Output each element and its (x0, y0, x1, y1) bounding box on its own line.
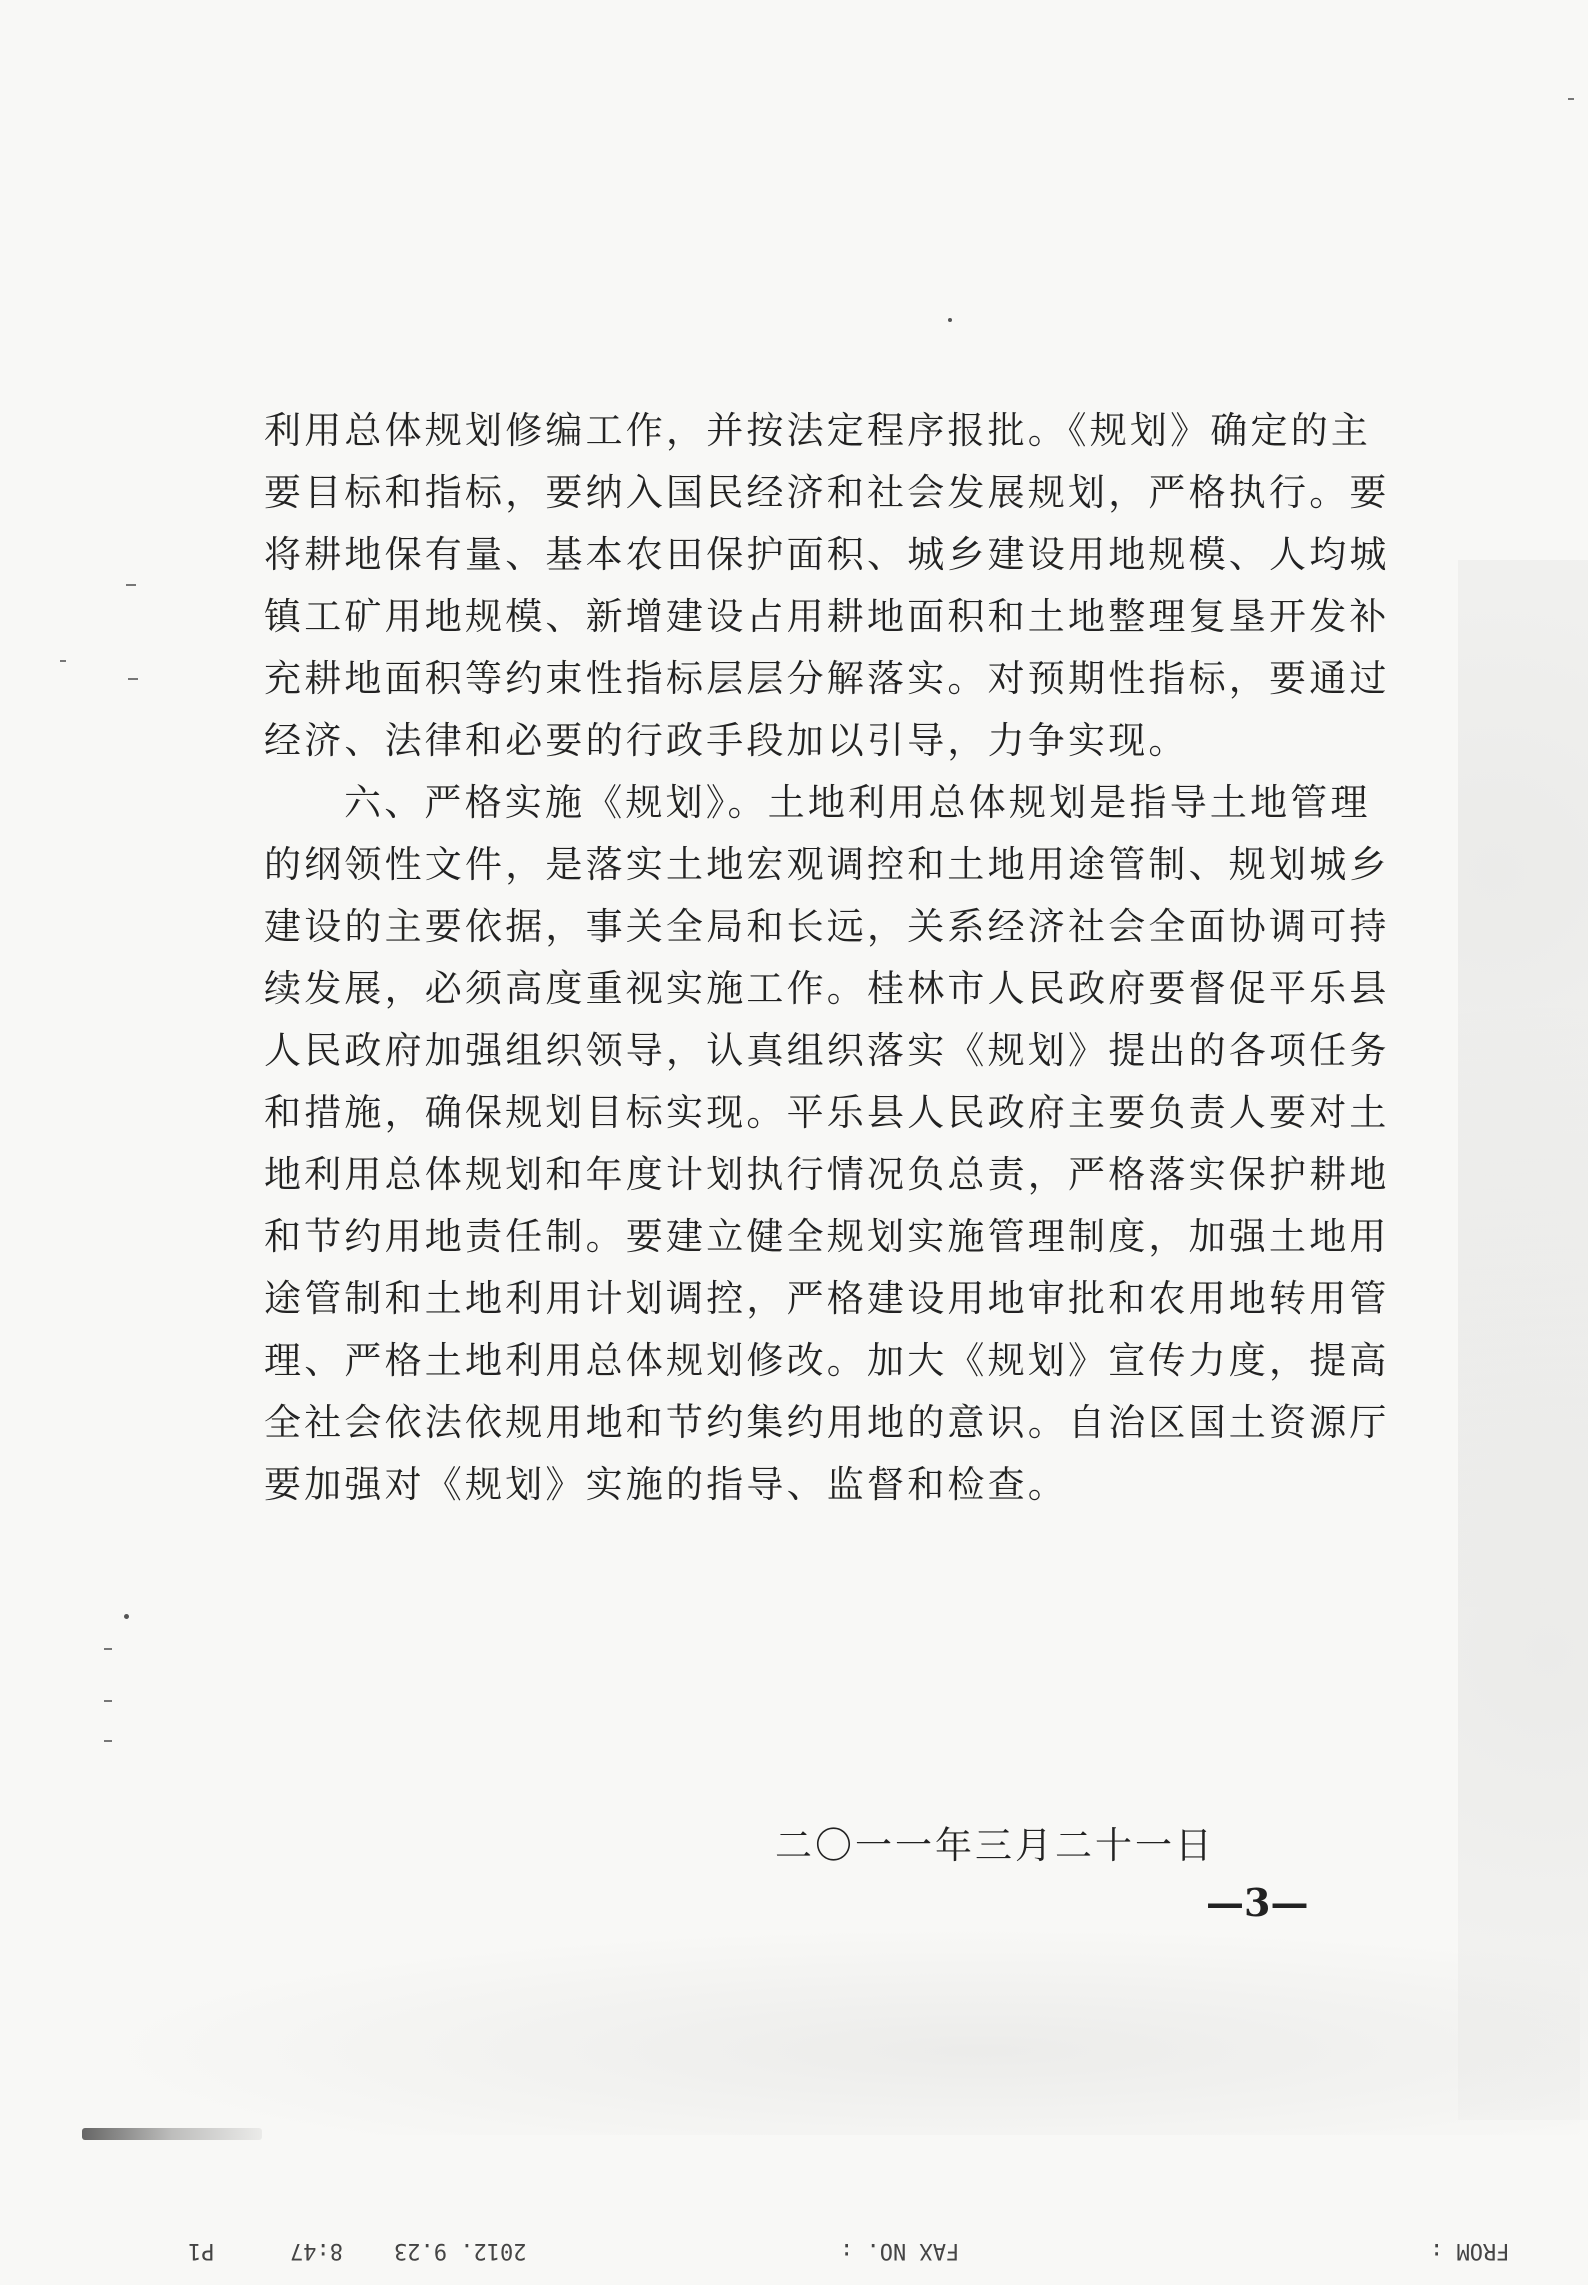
scan-mark (1568, 98, 1574, 100)
scan-mark (104, 1700, 112, 1702)
text-line: 镇工矿用地规模、新增建设占用耕地面积和土地整理复垦开发补 (264, 595, 1390, 638)
fax-time: 8:47 (290, 2238, 343, 2263)
fax-page: P1 (188, 2238, 215, 2263)
scan-noise-bottom (80, 1925, 1580, 2135)
text-line: 和措施，确保规划目标实现。平乐县人民政府主要负责人要对土 (264, 1091, 1390, 1134)
scan-mark (104, 1648, 112, 1650)
body-text (264, 400, 1390, 1516)
text-line: 要加强对《规划》实施的指导、监督和检查。 (264, 1463, 1068, 1506)
scan-mark (128, 678, 138, 680)
text-line: 要目标和指标，要纳入国民经济和社会发展规划，严格执行。要 (264, 471, 1390, 514)
text-line: 充耕地面积等约束性指标层层分解落实。对预期性指标，要通过 (264, 657, 1390, 700)
text-line: 的纲领性文件，是落实土地宏观调控和土地用途管制、规划城乡 (264, 843, 1390, 886)
text-line: 利用总体规划修编工作，并按法定程序报批。《规划》确定的主 (264, 409, 1372, 452)
text-line: 六、严格实施《规划》。土地利用总体规划是指导土地管理 (344, 781, 1371, 824)
scan-smudge (82, 2128, 262, 2140)
scan-noise-right (1458, 560, 1588, 2120)
text-line: 途管制和土地利用计划调控，严格建设用地审批和农用地转用管 (264, 1277, 1390, 1320)
scan-speck (948, 318, 952, 322)
page-number: —3— (1206, 1880, 1309, 1925)
text-line: 经济、法律和必要的行政手段加以引导，力争实现。 (264, 719, 1189, 762)
scan-mark (104, 1740, 112, 1742)
text-line: 将耕地保有量、基本农田保护面积、城乡建设用地规模、人均城 (264, 533, 1390, 576)
scan-mark (60, 660, 66, 662)
text-line: 地利用总体规划和年度计划执行情况负总责，严格落实保护耕地 (264, 1153, 1390, 1196)
fax-number-label: FAX NO. : (840, 2238, 960, 2263)
text-line: 建设的主要依据，事关全局和长远，关系经济社会全面协调可持 (264, 905, 1390, 948)
scan-mark (126, 584, 136, 586)
text-line: 和节约用地责任制。要建立健全规划实施管理制度，加强土地用 (264, 1215, 1390, 1258)
fax-from-label: FROM : (1430, 2238, 1510, 2263)
text-line: 全社会依法依规用地和节约集约用地的意识。自治区国土资源厅 (264, 1401, 1390, 1444)
text-line: 人民政府加强组织领导，认真组织落实《规划》提出的各项任务 (264, 1029, 1390, 1072)
fax-date: 2012. 9.23 (394, 2238, 527, 2263)
document-date: 二〇一一年三月二十一日 (775, 1824, 1215, 1867)
fax-header-strip (0, 2238, 1588, 2272)
text-line: 续发展，必须高度重视实施工作。桂林市人民政府要督促平乐县 (264, 967, 1390, 1010)
scan-speck (124, 1614, 129, 1619)
text-line: 理、严格土地利用总体规划修改。加大《规划》宣传力度，提高 (264, 1339, 1390, 1382)
